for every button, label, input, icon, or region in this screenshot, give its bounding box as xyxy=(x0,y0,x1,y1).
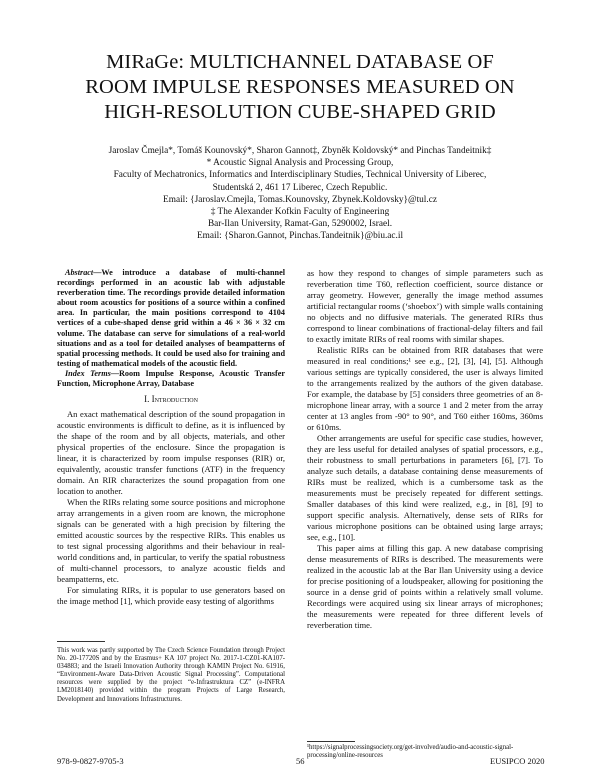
abstract-lead: Abstract xyxy=(65,268,94,277)
paragraph: as how they respond to changes of simple parameters such as reverberation time T60, reflection coefficient, source distance or array geometry. However, generally the image method assumes artificial rectangular rooms (‘shoebox’) with simple walls containing no objects and no diffusive materials. The generated RIRs thus correspond to linear combinations of fractional-delay filters and fail to exactly imitate RIRs of real rooms with similar shapes. xyxy=(307,268,543,344)
affiliation-line-3: Studentská 2, 461 17 Liberec, Czech Republic. xyxy=(212,182,388,193)
paragraph: An exact mathematical description of the sound propagation in acoustic environments is difficult to define, as it is influenced by the shape of the room and by all objects, materials, and other physical properties of the enclosure. Since the propagation is linear, it is characterized by room impulse responses (RIR) or, equivalently, acoustic transfer functions (ATF) in the frequency domain. An RIR characterizes the sound propagation from one location to another. xyxy=(57,409,285,497)
affiliation-line-4: ‡ The Alexander Kofkin Faculty of Engineering xyxy=(210,207,390,218)
paragraph: This paper aims at filling this gap. A new database comprising dense measurements of RIRs is described. The measurements were realized in the acoustic lab at the Bar Ilan University using a device for precise positioning of a loudspeaker, allowing for positioning the source in a dense grid of points within a relatively small volume. Recordings were acquired using six linear arrays of microphones; the measurements were repeated for three different levels of reverberation time. xyxy=(307,543,543,630)
index-terms-lead: Index Terms xyxy=(65,368,111,378)
paragraph: Realistic RIRs can be obtained from RIR databases that were measured in real conditions;¹ see e.g., [2], [3], [4], [5]. Although various settings are typically considered, the user is always limited to the arrangements realized by the authors of the given database. For example, the database by [5] considers three geometries of an 8-microphone linear array, with a source 1 and 2 meter from the array center at 13 angles from -90° to 90°, and T60 either 160ms, 360ms or 610ms. xyxy=(307,345,543,432)
abstract-text: —We introduce a database of multi-channel recordings performed in an acoustic lab with adjustable reverberation time. The recordings provide detailed information about room acoustics for positions of a source within a confined area. In particular, the main positions correspond to 4104 vertices of a cube-shaped dense grid within a 46 × 36 × 32 cm volume. The database can serve for simulations of a real-world situations and as a tool for detailed analyses of beampatterns of spatial processing methods. It could be used also for training and testing of mathematical models of the acoustic field. xyxy=(57,268,285,368)
title-line-2: ROOM IMPULSE RESPONSES MEASURED ON xyxy=(85,76,515,98)
footer-page-number: 56 xyxy=(296,756,305,766)
paragraph: For simulating RIRs, it is popular to use generators based on the image method [1], which provide easy testing of algorithms xyxy=(57,585,285,607)
footer-isbn: 978-9-0827-9705-3 xyxy=(57,756,124,766)
title-line-1: MIRaGe: MULTICHANNEL DATABASE OF xyxy=(106,51,494,73)
right-column xyxy=(307,268,543,631)
title-line-3: HIGH-RESOLUTION CUBE-SHAPED GRID xyxy=(104,101,496,123)
funding-footnote: This work was partly supported by The Czech Science Foundation through Project No. 20-17720S and by the Erasmus+ KA 107 project No. 2017-1-CZ01-KA107-034883; and the Israeli Innovation Authority through KAMIN Project No. 61916, “Environment-Aware Data-Driven Acoustic Signal Processing”. Computational resources were supplied by the project “e-Infrastruktura CZ” (e-INFRA LM2018140) provided within the program Projects of Large Research, Development and Innovations Infrastructures. xyxy=(57,647,285,703)
paper-title xyxy=(40,50,560,125)
left-column xyxy=(57,268,285,607)
url-footnote: ¹https://signalprocessingsociety.org/get-involved/audio-and-acoustic-signal-processing/online-resources xyxy=(307,744,514,760)
author-block xyxy=(40,145,560,243)
section-heading-introduction: I. Introduction xyxy=(144,394,198,405)
affiliation-line-1: * Acoustic Signal Analysis and Processing Group, xyxy=(206,158,394,169)
abstract xyxy=(57,268,285,369)
email-line-2: Email: {Sharon.Gannot, Pinchas.Tandeitnik}@biu.ac.il xyxy=(196,231,404,242)
footnote-divider xyxy=(57,641,105,642)
affiliation-line-5: Bar-Ilan University, Ramat-Gan, 5290002, Israel. xyxy=(207,219,393,230)
email-line-1: Email: {Jaroslav.Cmejla, Tomas.Kounovsky, Zbynek.Koldovsky}@tul.cz xyxy=(163,194,437,205)
paragraph: Other arrangements are useful for specific case studies, however, they are less useful for detailed analyses of spatial processors, e.g., their robustness to small perturbations in parameters [6], [7]. To analyze such details, a database containing dense measurements of RIRs must be realized, which is a cumbersome task as the measurements must be precisely repeated for different settings. Smaller databases of this kind were realized, e.g., in [8], [9] to support specific analysis. Alternatively, dense sets of RIRs for various microphone positions can be obtained using large arrays; see, e.g., [10]. xyxy=(307,433,543,542)
footnote-divider xyxy=(307,741,355,742)
paragraph: When the RIRs relating some source positions and microphone array arrangements in a given room are known, the microphone signals can be generated with a high precision by filtering the emitted acoustic sources by the respective RIRs. This enables us to test signal processing algorithms and their behaviour in real-world conditions and, in particular, to verify the spatial robustness of multi-channel processors, to analyze acoustic fields and beampatterns, etc. xyxy=(57,497,285,585)
affiliation-line-2: Faculty of Mechatronics, Informatics and Interdisciplinary Studies, Technical University of Liberec, xyxy=(113,170,487,181)
author-names: Jaroslav Čmejla*, Tomáš Kounovský*, Sharon Gannot‡, Zbyněk Koldovský* and Pinchas Tandeitnik‡ xyxy=(108,146,492,156)
footer-conference: EUSIPCO 2020 xyxy=(490,756,545,766)
index-terms xyxy=(57,369,285,389)
index-terms-text: —Room Impulse Response, Acoustic Transfer Function, Microphone Array, Database xyxy=(57,368,285,389)
